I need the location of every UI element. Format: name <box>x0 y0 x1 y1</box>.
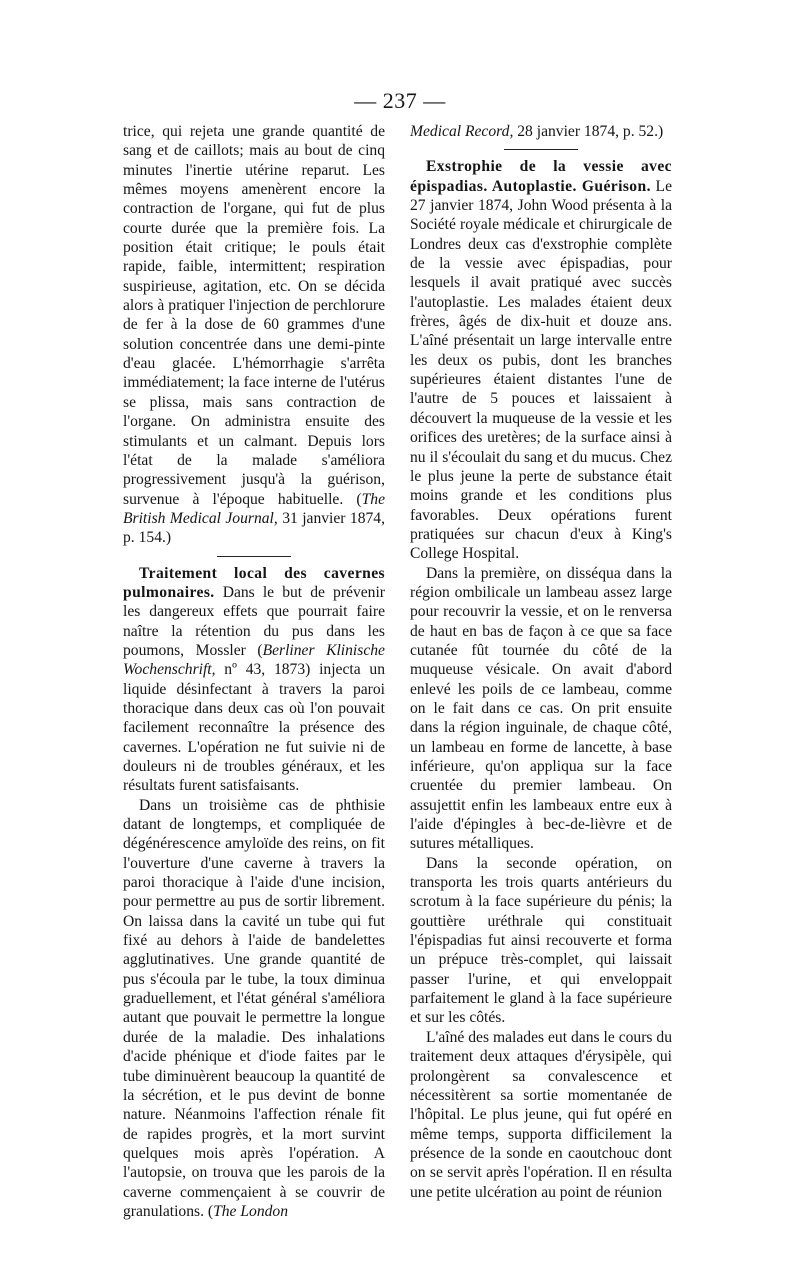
journal-citation: Berliner Klinische Wochenschrift, <box>123 641 385 679</box>
journal-citation: The British Medical Journal, <box>123 490 385 527</box>
right-column <box>410 122 672 1202</box>
section-divider <box>217 556 291 557</box>
journal-citation: The London <box>213 1202 289 1220</box>
journal-citation: Medical Record, <box>410 123 514 140</box>
paragraph: Dans un troisième cas de phthisie datant de longtemps, et compliquée de dégénérescence amyloïde des reins, on fit l'ouverture d'une caverne à travers la paroi thoracique à l'aide d'une incision, pour permettre au pus de sortir librement. On laissa dans la cavité un tube qui fut fixé au dehors à l'aide de bandelettes agglutinatives. Une grande quantité de pus s'écoula par le tube, la toux diminua graduellement, et l'état général s'améliora autant que pouvait le permettre la longue durée de la maladie. Des inhalations d'acide phénique et d'iode faites par le tube diminuèrent beaucoup la quantité de la sécrétion, et le pus devint de bonne nature. Néanmoins l'affection rénale fit de rapides progrès, et la mort survint quelques mois après l'opération. A l'autopsie, on trouva que les parois de la caverne commençaient à se couvrir de granulations. (The London <box>123 796 385 1220</box>
paragraph: L'aîné des malades eut dans le cours du traitement deux attaques d'érysipèle, qui prolongèrent sa convalescence et nécessitèrent sa sortie momentanée de l'hôpital. Le plus jeune, qui fut opéré en même temps, supporta difficilement la présence de la sonde en caoutchouc dont on se servit après l'opération. Il en résulta une petite ulcération au point de réunion <box>410 1028 672 1201</box>
paragraph: Dans la première, on disséqua dans la région ombilicale un lambeau assez large pour recouvrir la vessie, et on le renversa de haut en bas de façon à ce que sa face cutanée fût tournée du côté de la muqueuse vésicale. On avait d'abord enlevé les poils de ce lambeau, comme on le fait dans ce cas. On prit ensuite dans la région inguinale, de chaque côté, un lambeau en forme de lancette, à base inférieure, qu'on appliqua sur la face cruentée du premier lambeau. On assujettit enfin les lambeaux entre eux à l'aide d'épingles à bec-de-lièvre et de sutures métalliques. <box>410 564 672 853</box>
paragraph: Medical Record, 28 janvier 1874, p. 52.) <box>410 123 664 140</box>
section-divider <box>504 149 578 150</box>
left-column <box>123 122 385 1221</box>
section-heading: Traitement local des cavernes pulmonaires. <box>123 564 385 601</box>
paragraph: Exstrophie de la vessie avec épispadias. Autoplastie. Guérison. Le 27 janvier 1874, John Wood présenta à la Société royale médicale et chirurgicale de Londres deux cas d'exstrophie complète de la vessie avec épispadias, pour lesquels il avait pratiqué avec succès l'autoplastie. Les malades étaient deux frères, âgés de dix-huit et douze ans. L'aîné présentait un large intervalle entre les deux os pubis, dont les branches supérieures étaient distantes l'une de l'autre de 5 pouces et laissaient à découvert la muqueuse de la vessie et les orifices des uretères; de la surface ainsi à nu il s'écoulait du sang et du mucus. Chez le plus jeune la perte de substance était moins grande et les conditions plus favorables. Deux opérations furent pratiquées sur chacun d'eux à King's College Hospital. <box>410 158 672 563</box>
page-number: — 237 — <box>354 88 446 113</box>
paragraph: Traitement local des cavernes pulmonaires. Dans le but de prévenir les dangereux effets que pourrait faire naître la rétention du pus dans les poumons, Mossler (Berliner Klinische Wochenschrift, nº 43, 1873) injecta un liquide désinfectant à travers la paroi thoracique dans deux cas où l'on pouvait facilement reconnaître la présence des cavernes. L'opération ne fut suivie ni de douleurs ni de troubles généraux, et les résultats furent satisfaisants. <box>123 564 385 795</box>
paragraph: Dans la seconde opération, on transporta les trois quarts antérieurs du scrotum à la face supérieure du pénis; la gouttière uréthrale qui constituait l'épispadias fut ainsi recouverte et forma un prépuce très-complet, qui laissait passer l'urine, et qui enveloppait parfaitement le gland à la face supérieure et sur les côtés. <box>410 854 672 1027</box>
section-heading: Exstrophie de la vessie avec épispadias. Autoplastie. Guérison. <box>410 158 672 195</box>
paragraph: trice, qui rejeta une grande quantité de sang et de caillots; mais au bout de cinq minutes l'inertie utérine reparut. Les mêmes moyens amenèrent encore la contraction de l'organe, qui fut de plus courte durée que la première fois. La position était critique; le pouls était rapide, faible, intermittent; respiration suspirieuse, agitation, etc. On se décida alors à pratiquer l'injection de perchlorure de fer à la dose de 60 grammes d'une solution concentrée dans une demi-pinte d'eau glacée. L'hémorrhagie s'arrêta immédiatement; la face interne de l'utérus se plissa, mais sans contraction de l'organe. On administra ensuite des stimulants et un calmant. Depuis lors l'état de la malade s'améliora progressivement jusqu'à la guérison, survenue à l'époque habituelle. (The British Medical Journal, 31 janvier 1874, p. 154.) <box>123 123 385 547</box>
